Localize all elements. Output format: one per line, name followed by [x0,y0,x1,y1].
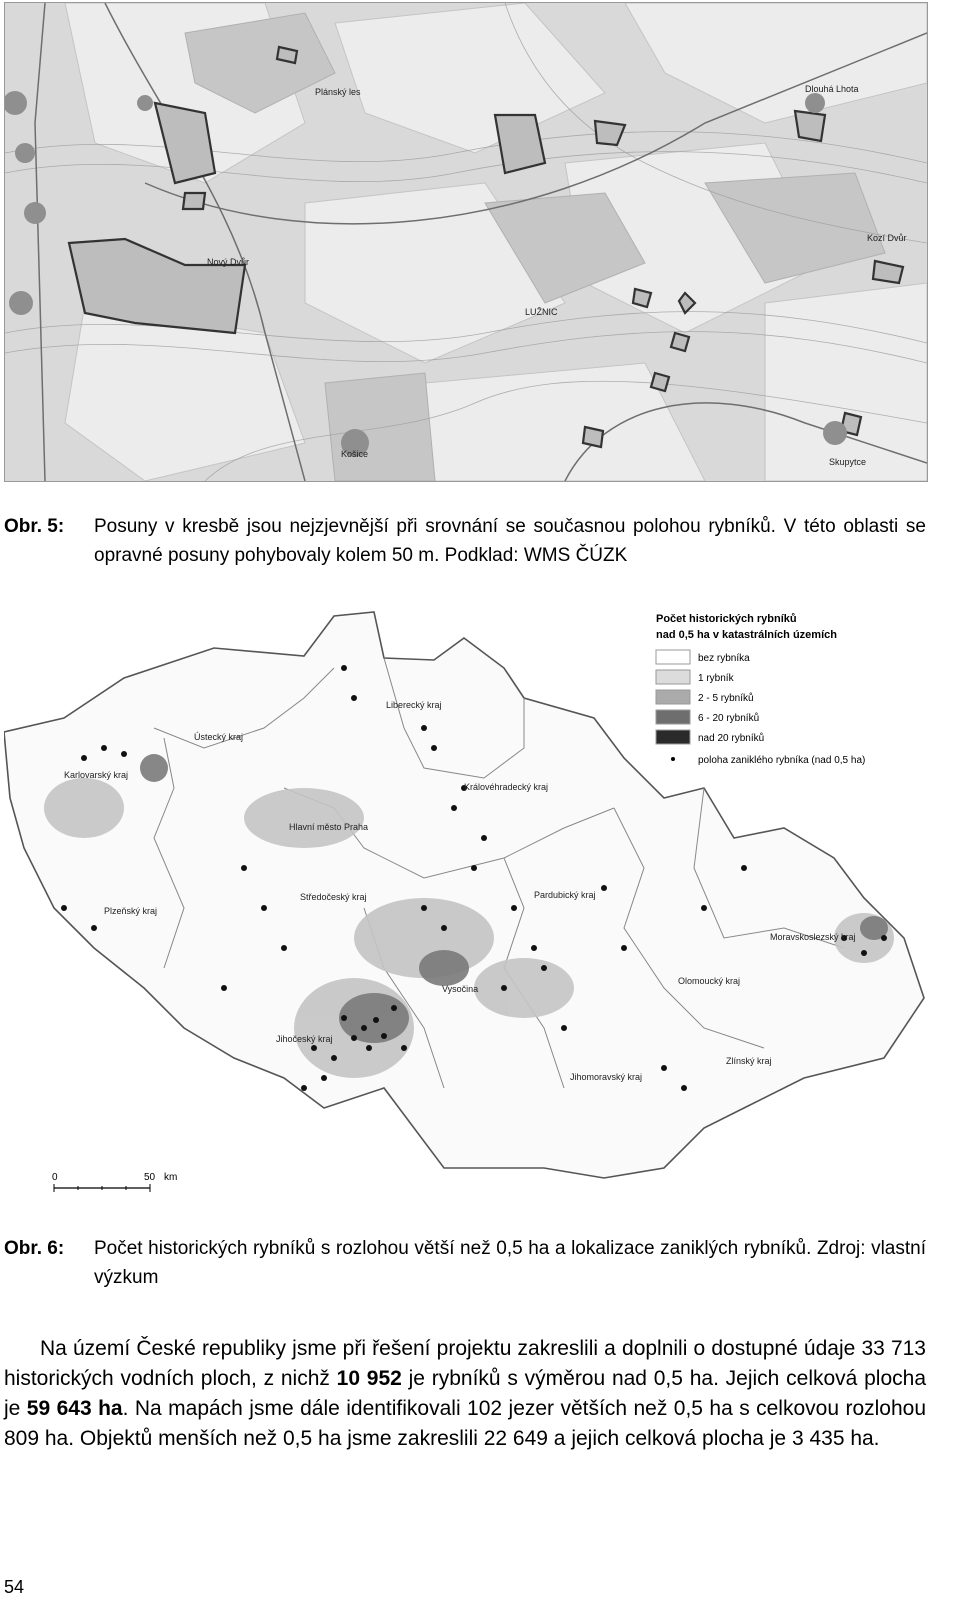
region-label: Liberecký kraj [386,700,442,710]
choropleth-map-figure [4,608,926,1198]
map-label: Nový Dvůr [207,257,250,267]
map-label: LUŽNIC [525,307,558,317]
paragraph-bold-value: 59 643 ha [26,1397,123,1420]
region-label: Olomoucký kraj [678,976,741,986]
topographic-map [5,3,927,481]
region-label: Pardubický kraj [534,890,596,900]
region-label: Hlavní město Praha [289,822,369,832]
region-label: Středočeský kraj [300,892,367,902]
body-paragraph [4,1334,926,1454]
map-label: Dlouhá Lhota [805,84,859,94]
region-label: Moravskoslezský kraj [770,932,856,942]
scale-zero: 0 [52,1172,58,1183]
legend-title: Počet historických rybníků [656,613,797,625]
legend-point-symbol [671,757,675,761]
legend-item: 2 - 5 rybníků [698,693,754,704]
scale-bar [52,1172,177,1192]
region-label: Plzeňský kraj [104,906,158,916]
legend-swatch [656,730,690,744]
region-label: Královéhradecký kraj [464,782,549,792]
region-label: Karlovarský kraj [64,770,129,780]
paragraph-text: je rybníků s výměrou nad 0,5 ha. Jejich celková plocha je [4,1367,926,1420]
legend-swatch [656,710,690,724]
paragraph-text: Na území České republiky jsme při řešení projektu zakreslili a doplnili o dostupné údaje 33 713 historických vodních ploch, z nichž [4,1337,926,1390]
map-label: Plánský les [315,87,361,97]
map-label: Košice [341,449,369,459]
czech-map [4,608,926,1198]
topographic-map-figure [4,2,928,482]
scale-end: 50 [144,1172,156,1183]
scale-unit: km [164,1172,178,1183]
legend-item: 1 rybník [698,673,734,684]
legend-item: bez rybníka [698,653,750,664]
region-label: Ústecký kraj [194,732,244,742]
legend-title: nad 0,5 ha v katastrálních územích [656,629,837,641]
figure5-caption-text: Posuny v kresbě jsou nejzjevnější při srovnání se současnou polohou rybníků. V této oblasti se opravné posuny pohybovaly kolem 50 m. Podklad: WMS ČÚZK [94,516,926,566]
region-label: Vysočina [442,984,479,994]
map-label: Skupytce [829,457,867,467]
region-label: Jihomoravský kraj [570,1072,643,1082]
paragraph-text: . Na mapách jsme dále identifikovali 102 jezer větších než 0,5 ha s celkovou rozlohou 809 ha. Objektů menších než 0,5 ha jsme zakreslili 22 649 a jejich celková plocha je 3 435 ha. [4,1397,927,1450]
region-label: Zlínský kraj [726,1056,772,1066]
country-outline [4,612,924,1178]
legend-point-label: poloha zaniklého rybníka (nad 0,5 ha) [698,755,866,766]
map-legend [656,613,865,766]
page-number: 54 [4,1577,25,1597]
legend-swatch [656,650,690,664]
figure6-caption-text: Počet historických rybníků s rozlohou větší než 0,5 ha a lokalizace zaniklých rybníků. Zdroj: vlastní výzkum [94,1238,926,1288]
map-label: Kozí Dvůr [867,233,907,243]
legend-item: 6 - 20 rybníků [698,713,760,724]
paragraph-bold-value: 10 952 [336,1367,402,1390]
legend-item: nad 20 rybníků [698,733,765,744]
legend-swatch [656,690,690,704]
region-label: Jihočeský kraj [276,1034,333,1044]
legend-swatch [656,670,690,684]
figure5-caption-label: Obr. 5: [4,516,65,537]
figure6-caption-label: Obr. 6: [4,1238,65,1259]
